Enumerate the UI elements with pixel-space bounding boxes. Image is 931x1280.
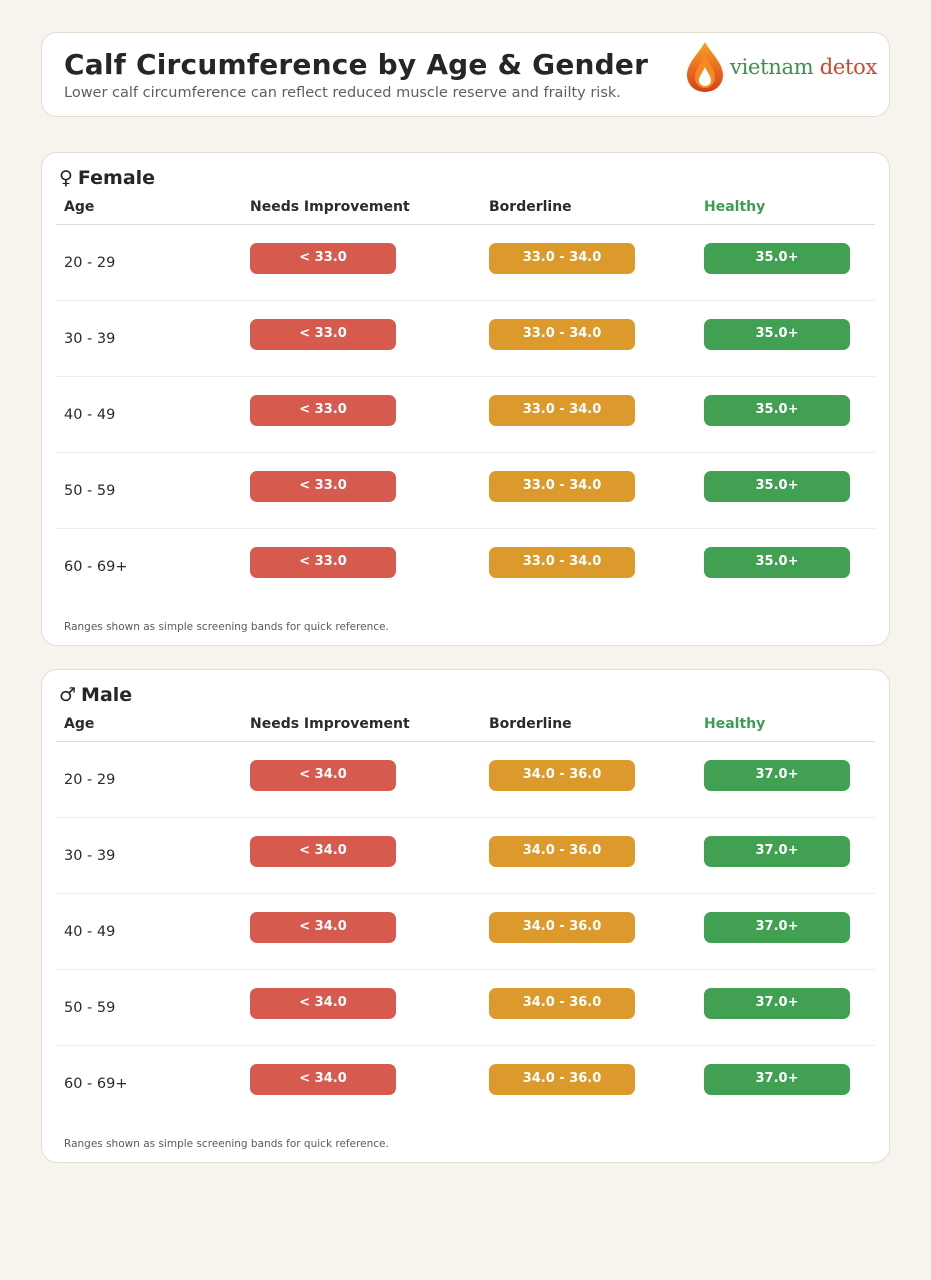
page-title: Calf Circumference by Age & Gender — [64, 48, 649, 81]
female-symbol-icon: ♀ — [59, 167, 73, 189]
column-header-borderline: Borderline — [489, 716, 572, 732]
borderline-badge: 33.0 - 34.0 — [489, 471, 635, 502]
footnote: Ranges shown as simple screening bands for quick reference. — [64, 621, 389, 633]
borderline-badge: 34.0 - 36.0 — [489, 912, 635, 943]
needs-improvement-badge: < 34.0 — [250, 760, 396, 791]
age-range: 30 - 39 — [64, 848, 116, 864]
age-range: 60 - 69+ — [64, 1076, 128, 1092]
borderline-badge: 34.0 - 36.0 — [489, 988, 635, 1019]
healthy-badge: 35.0+ — [704, 471, 850, 502]
male-symbol-icon: ♂ — [59, 684, 77, 706]
table-row — [56, 1046, 875, 1122]
section-title — [59, 684, 132, 706]
age-range: 40 - 49 — [64, 924, 116, 940]
table-row — [56, 529, 875, 605]
flame-drop-icon — [685, 41, 725, 93]
column-header-age: Age — [64, 716, 95, 732]
needs-improvement-badge: < 34.0 — [250, 836, 396, 867]
age-range: 50 - 59 — [64, 483, 116, 499]
table-row — [56, 818, 875, 894]
brand-word-detox: detox — [819, 55, 877, 79]
table-row — [56, 301, 875, 377]
table-row — [56, 970, 875, 1046]
column-header-needs-improvement: Needs Improvement — [250, 199, 410, 215]
healthy-badge: 37.0+ — [704, 988, 850, 1019]
needs-improvement-badge: < 33.0 — [250, 243, 396, 274]
section-title — [59, 167, 155, 189]
borderline-badge: 33.0 - 34.0 — [489, 547, 635, 578]
healthy-badge: 37.0+ — [704, 912, 850, 943]
borderline-badge: 33.0 - 34.0 — [489, 243, 635, 274]
needs-improvement-badge: < 34.0 — [250, 1064, 396, 1095]
borderline-badge: 34.0 - 36.0 — [489, 760, 635, 791]
section-title-label: Female — [77, 167, 156, 189]
needs-improvement-badge: < 33.0 — [250, 547, 396, 578]
borderline-badge: 34.0 - 36.0 — [489, 1064, 635, 1095]
healthy-badge: 35.0+ — [704, 319, 850, 350]
age-range: 50 - 59 — [64, 1000, 116, 1016]
age-range: 30 - 39 — [64, 331, 116, 347]
female-section — [41, 152, 890, 646]
borderline-badge: 33.0 - 34.0 — [489, 395, 635, 426]
age-range: 20 - 29 — [64, 255, 116, 271]
table-row — [56, 225, 875, 301]
age-range: 60 - 69+ — [64, 559, 128, 575]
column-header-healthy: Healthy — [704, 199, 766, 215]
needs-improvement-badge: < 34.0 — [250, 988, 396, 1019]
healthy-badge: 35.0+ — [704, 395, 850, 426]
age-range: 40 - 49 — [64, 407, 116, 423]
column-header-age: Age — [64, 199, 95, 215]
table-row — [56, 453, 875, 529]
table-row — [56, 377, 875, 453]
healthy-badge: 35.0+ — [704, 547, 850, 578]
table-row — [56, 742, 875, 818]
healthy-badge: 37.0+ — [704, 836, 850, 867]
footnote: Ranges shown as simple screening bands for quick reference. — [64, 1138, 389, 1150]
header-card — [41, 32, 890, 117]
needs-improvement-badge: < 33.0 — [250, 471, 396, 502]
table-row — [56, 894, 875, 970]
brand-word-vietnam: vietnam — [730, 55, 814, 79]
brand-logo[interactable] — [685, 41, 877, 93]
borderline-badge: 33.0 - 34.0 — [489, 319, 635, 350]
column-header-borderline: Borderline — [489, 199, 572, 215]
healthy-badge: 37.0+ — [704, 760, 850, 791]
section-title-label: Male — [81, 684, 133, 706]
age-range: 20 - 29 — [64, 772, 116, 788]
column-header-needs-improvement: Needs Improvement — [250, 716, 410, 732]
brand-wordmark — [730, 55, 877, 79]
column-header-healthy: Healthy — [704, 716, 766, 732]
needs-improvement-badge: < 34.0 — [250, 912, 396, 943]
page-subtitle: Lower calf circumference can reflect reduced muscle reserve and frailty risk. — [64, 85, 621, 101]
borderline-badge: 34.0 - 36.0 — [489, 836, 635, 867]
needs-improvement-badge: < 33.0 — [250, 395, 396, 426]
healthy-badge: 37.0+ — [704, 1064, 850, 1095]
healthy-badge: 35.0+ — [704, 243, 850, 274]
needs-improvement-badge: < 33.0 — [250, 319, 396, 350]
male-section — [41, 669, 890, 1163]
